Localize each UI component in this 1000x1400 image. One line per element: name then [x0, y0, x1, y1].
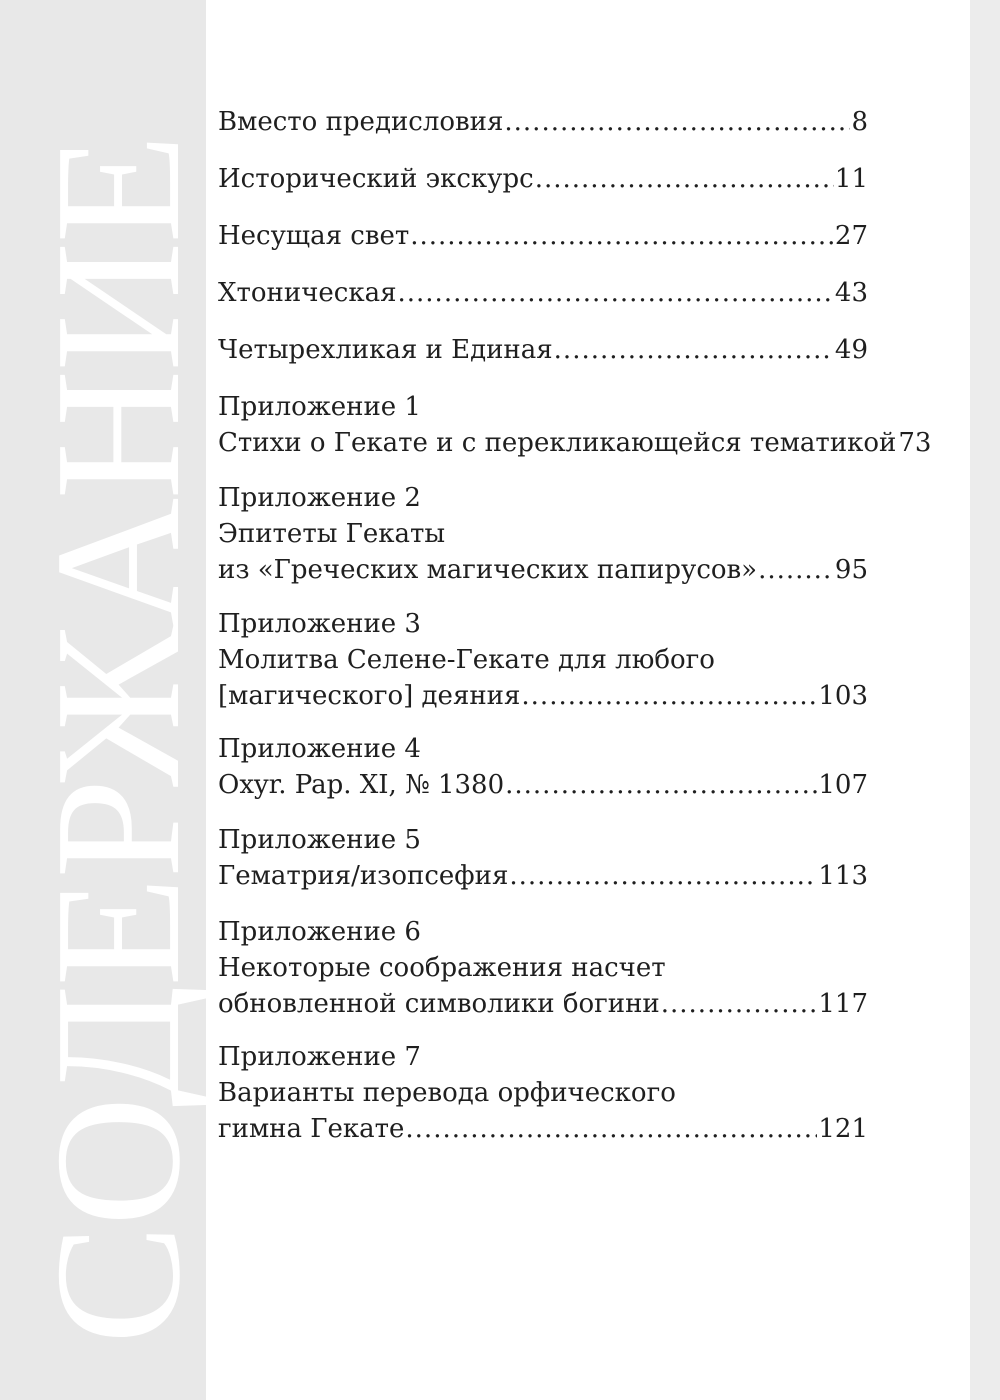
appendix-label: Приложение 7	[218, 1042, 421, 1072]
toc-entry-title: Хтоническая	[218, 278, 397, 308]
side-title-band	[0, 0, 217, 1400]
toc-entry	[218, 480, 868, 588]
toc-entry	[218, 822, 868, 894]
toc-entry-title: Исторический экскурс	[218, 164, 534, 194]
toc-entry	[218, 606, 868, 714]
dot-leader	[504, 104, 850, 140]
appendix-label: Приложение 6	[218, 917, 421, 947]
dot-leader	[535, 161, 834, 197]
appendix-label: Приложение 3	[218, 609, 421, 639]
toc-entry-title: Гематрия/изопсефия	[218, 861, 509, 891]
toc-entry-title: Четырехликая и Единая	[218, 335, 553, 365]
side-title: СОДЕРЖАНИЕ	[18, 135, 217, 1345]
toc-entry	[218, 218, 868, 254]
toc-entry	[218, 731, 868, 803]
toc-entry-title: гимна Гекате	[218, 1114, 405, 1144]
dot-leader	[505, 767, 817, 803]
toc-entry-title: Несущая свет	[218, 221, 410, 251]
toc-entry	[218, 332, 868, 368]
appendix-label: Приложение 1	[218, 392, 421, 422]
dot-leader	[554, 332, 834, 368]
dot-leader	[521, 678, 817, 714]
toc-page-number: 8	[851, 107, 868, 137]
toc-page-number: 117	[818, 989, 868, 1019]
toc-entry-title: Oxyr. Pap. XI, № 1380	[218, 770, 505, 800]
dot-leader	[398, 275, 834, 311]
toc-page-number: 103	[818, 681, 868, 711]
toc-entry	[218, 1039, 868, 1147]
appendix-label: Приложение 4	[218, 734, 421, 764]
dot-leader	[405, 1111, 817, 1147]
toc-entry-title: Стихи о Гекате и с перекликающейся тематикой	[218, 428, 897, 458]
toc-entry-subtitle: Эпитеты Гекаты	[218, 519, 446, 549]
toc-entry	[218, 275, 868, 311]
toc-entry-subtitle: Варианты перевода орфического	[218, 1078, 676, 1108]
toc-entry	[218, 389, 932, 461]
toc-page-number: 11	[834, 164, 868, 194]
toc-entry-title: Вместо предисловия	[218, 107, 504, 137]
toc-page-number: 121	[818, 1114, 868, 1144]
toc-page-number: 73	[898, 428, 932, 458]
toc-entry	[218, 104, 868, 140]
dot-leader	[410, 218, 834, 254]
toc-page-number: 95	[834, 555, 868, 585]
dot-leader	[661, 986, 818, 1022]
dot-leader	[758, 552, 834, 588]
toc-entry-subtitle: Молитва Селене-Гекате для любого	[218, 645, 715, 675]
dot-leader	[509, 858, 817, 894]
toc-page-number: 113	[818, 861, 868, 891]
page-edge-strip	[970, 0, 1000, 1400]
toc-entry-title: [магического] деяния	[218, 681, 521, 711]
toc-page-number: 49	[834, 335, 868, 365]
toc-entry-title: из «Греческих магических папирусов»	[218, 555, 758, 585]
toc-page-number: 107	[818, 770, 868, 800]
toc-page-number: 27	[834, 221, 868, 251]
toc-entry-subtitle: Некоторые соображения насчет	[218, 953, 666, 983]
toc-entry-title: обновленной символики богини	[218, 989, 660, 1019]
toc-entry	[218, 161, 868, 197]
appendix-label: Приложение 2	[218, 483, 421, 513]
toc-entry	[218, 914, 868, 1022]
appendix-label: Приложение 5	[218, 825, 421, 855]
toc-page-number: 43	[834, 278, 868, 308]
